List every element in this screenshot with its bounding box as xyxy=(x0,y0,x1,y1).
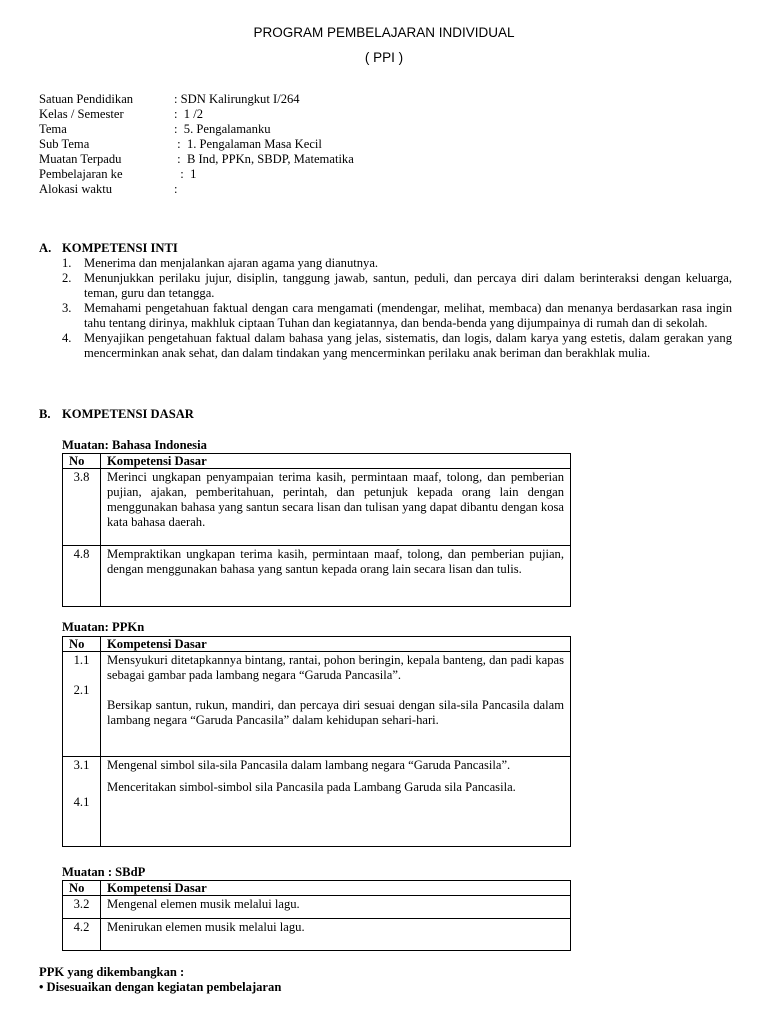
info-row xyxy=(39,182,539,197)
muatan-label-ppkn: Muatan: PPKn xyxy=(62,620,145,634)
kd-table-sbdp xyxy=(62,880,571,951)
info-label: Tema xyxy=(39,122,67,136)
info-row xyxy=(39,137,539,152)
kd-text: Menirukan elemen musik melalui lagu. xyxy=(101,919,571,951)
table-header-row xyxy=(63,454,571,469)
kd-number: 4.1 xyxy=(73,795,90,809)
list-item xyxy=(62,271,732,301)
list-text: Menerima dan menjalankan ajaran agama yang dianutnya. xyxy=(84,256,379,270)
kd-text: Mensyukuri ditetapkannya bintang, rantai, pohon beringin, kepala banteng, dan padi kapas sebagai gambar pada lambang negara “Garuda Pancasila”. xyxy=(107,653,564,682)
info-row xyxy=(39,107,539,122)
section-title: KOMPETENSI DASAR xyxy=(62,407,194,421)
muatan-label-sbdp: Muatan : SBdP xyxy=(62,865,146,879)
list-item xyxy=(62,301,732,331)
kd-number-cell xyxy=(63,757,101,847)
kd-number: 3.8 xyxy=(63,469,101,546)
info-label: Satuan Pendidikan xyxy=(39,92,134,106)
document-subtitle: ( PPI ) xyxy=(364,50,404,65)
kd-text: Bersikap santun, rukun, mandiri, dan percaya diri sesuai dengan sila-sila Pancasila dalam lambang negara “Garuda Pancasila” dalam kehidupan sehari-hari. xyxy=(107,698,564,727)
table-row xyxy=(63,652,571,757)
section-letter: B. xyxy=(39,407,51,421)
info-label: Muatan Terpadu xyxy=(39,152,122,166)
muatan-label-bindo: Muatan: Bahasa Indonesia xyxy=(62,438,207,452)
info-label: Pembelajaran ke xyxy=(39,167,123,181)
list-text: Menyajikan pengetahuan faktual dalam bahasa yang jelas, sistematis, dan logis, dalam karya yang estetis, dalam gerakan yang mencerminkan anak sehat, dan dalam tindakan yang mencerminkan perilaku anak beriman dan berakhlak mulia. xyxy=(84,331,732,360)
table-row xyxy=(63,469,571,546)
list-number: 2. xyxy=(62,271,72,285)
info-row xyxy=(39,92,539,107)
identity-block xyxy=(39,92,539,197)
col-header-kd: Kompetensi Dasar xyxy=(101,881,571,896)
kd-table-ppkn xyxy=(62,636,571,847)
info-value: : 1. Pengalaman Masa Kecil xyxy=(174,137,322,151)
kd-number: 2.1 xyxy=(73,683,90,697)
info-value: : 1 /2 xyxy=(174,107,204,121)
info-label: Sub Tema xyxy=(39,137,90,151)
ppk-label: PPK yang dikembangkan : xyxy=(39,965,185,979)
kd-number: 1.1 xyxy=(73,653,90,667)
section-title: KOMPETENSI INTI xyxy=(62,241,178,255)
kd-number: 3.2 xyxy=(63,896,101,919)
info-row xyxy=(39,167,539,182)
document-title: PROGRAM PEMBELAJARAN INDIVIDUAL xyxy=(253,25,515,40)
list-text: Menunjukkan perilaku jujur, disiplin, tanggung jawab, santun, peduli, dan percaya diri dalam berinteraksi dengan keluarga, teman, guru dan tetangga. xyxy=(84,271,732,300)
table-row xyxy=(63,919,571,951)
col-header-kd: Kompetensi Dasar xyxy=(101,454,571,469)
info-row xyxy=(39,122,539,137)
list-number: 3. xyxy=(62,301,72,315)
info-row xyxy=(39,152,539,167)
table-row xyxy=(63,896,571,919)
kd-number: 4.8 xyxy=(63,546,101,607)
kd-text: Mengenal simbol sila-sila Pancasila dalam lambang negara “Garuda Pancasila”. xyxy=(107,758,511,772)
info-value: : B Ind, PPKn, SBDP, Matematika xyxy=(174,152,354,166)
section-letter: A. xyxy=(39,241,52,255)
info-label: Alokasi waktu xyxy=(39,182,113,196)
kd-number-cell xyxy=(63,652,101,757)
kd-text: Mempraktikan ungkapan terima kasih, permintaan maaf, tolong, dan pemberian pujian, dengan menggunakan bahasa yang santun kepada orang lain secara lisan dan tulis. xyxy=(101,546,571,607)
kd-text-cell xyxy=(101,757,571,847)
list-number: 1. xyxy=(62,256,72,270)
list-text: Memahami pengetahuan faktual dengan cara mengamati (mendengar, melihat, membaca) dan menanya berdasarkan rasa ingin tahu tentang dirinya, makhluk ciptaan Tuhan dan kegiatannya, dan benda-benda yang dijumpainya di rumah dan di sekolah. xyxy=(84,301,732,330)
section-heading-kd xyxy=(39,407,194,422)
list-item xyxy=(62,331,732,361)
col-header-no: No xyxy=(63,454,101,469)
col-header-no: No xyxy=(63,881,101,896)
info-value: : 5. Pengalamanku xyxy=(174,122,271,136)
info-value: : xyxy=(174,182,178,196)
kd-number: 3.1 xyxy=(73,758,90,772)
kd-number: 4.2 xyxy=(63,919,101,951)
ki-list xyxy=(62,256,732,361)
section-heading-ki xyxy=(39,241,178,256)
col-header-no: No xyxy=(63,637,101,652)
info-value: : 1 xyxy=(174,167,197,181)
list-number: 4. xyxy=(62,331,72,345)
table-header-row xyxy=(63,881,571,896)
kd-text-cell xyxy=(101,652,571,757)
kd-text: Mengenal elemen musik melalui lagu. xyxy=(101,896,571,919)
col-header-kd: Kompetensi Dasar xyxy=(101,637,571,652)
table-row xyxy=(63,546,571,607)
info-label: Kelas / Semester xyxy=(39,107,124,121)
kd-text: Merinci ungkapan penyampaian terima kasih, permintaan maaf, tolong, dan pemberian pujian, ajakan, pemberitahuan, perintah, dan petunjuk kepada orang lain dengan menggunakan bahasa yang santun secara lisan dan tulisan yang dapat dibantu dengan kosa kata bahasa daerah. xyxy=(101,469,571,546)
table-row xyxy=(63,757,571,847)
list-item xyxy=(62,256,732,271)
table-header-row xyxy=(63,637,571,652)
info-value: : SDN Kalirungkut I/264 xyxy=(174,92,300,106)
kd-table-bindo xyxy=(62,453,571,607)
ppk-item: • Disesuaikan dengan kegiatan pembelajaran xyxy=(39,980,282,994)
kd-text: Menceritakan simbol-simbol sila Pancasila pada Lambang Garuda sila Pancasila. xyxy=(107,780,516,794)
